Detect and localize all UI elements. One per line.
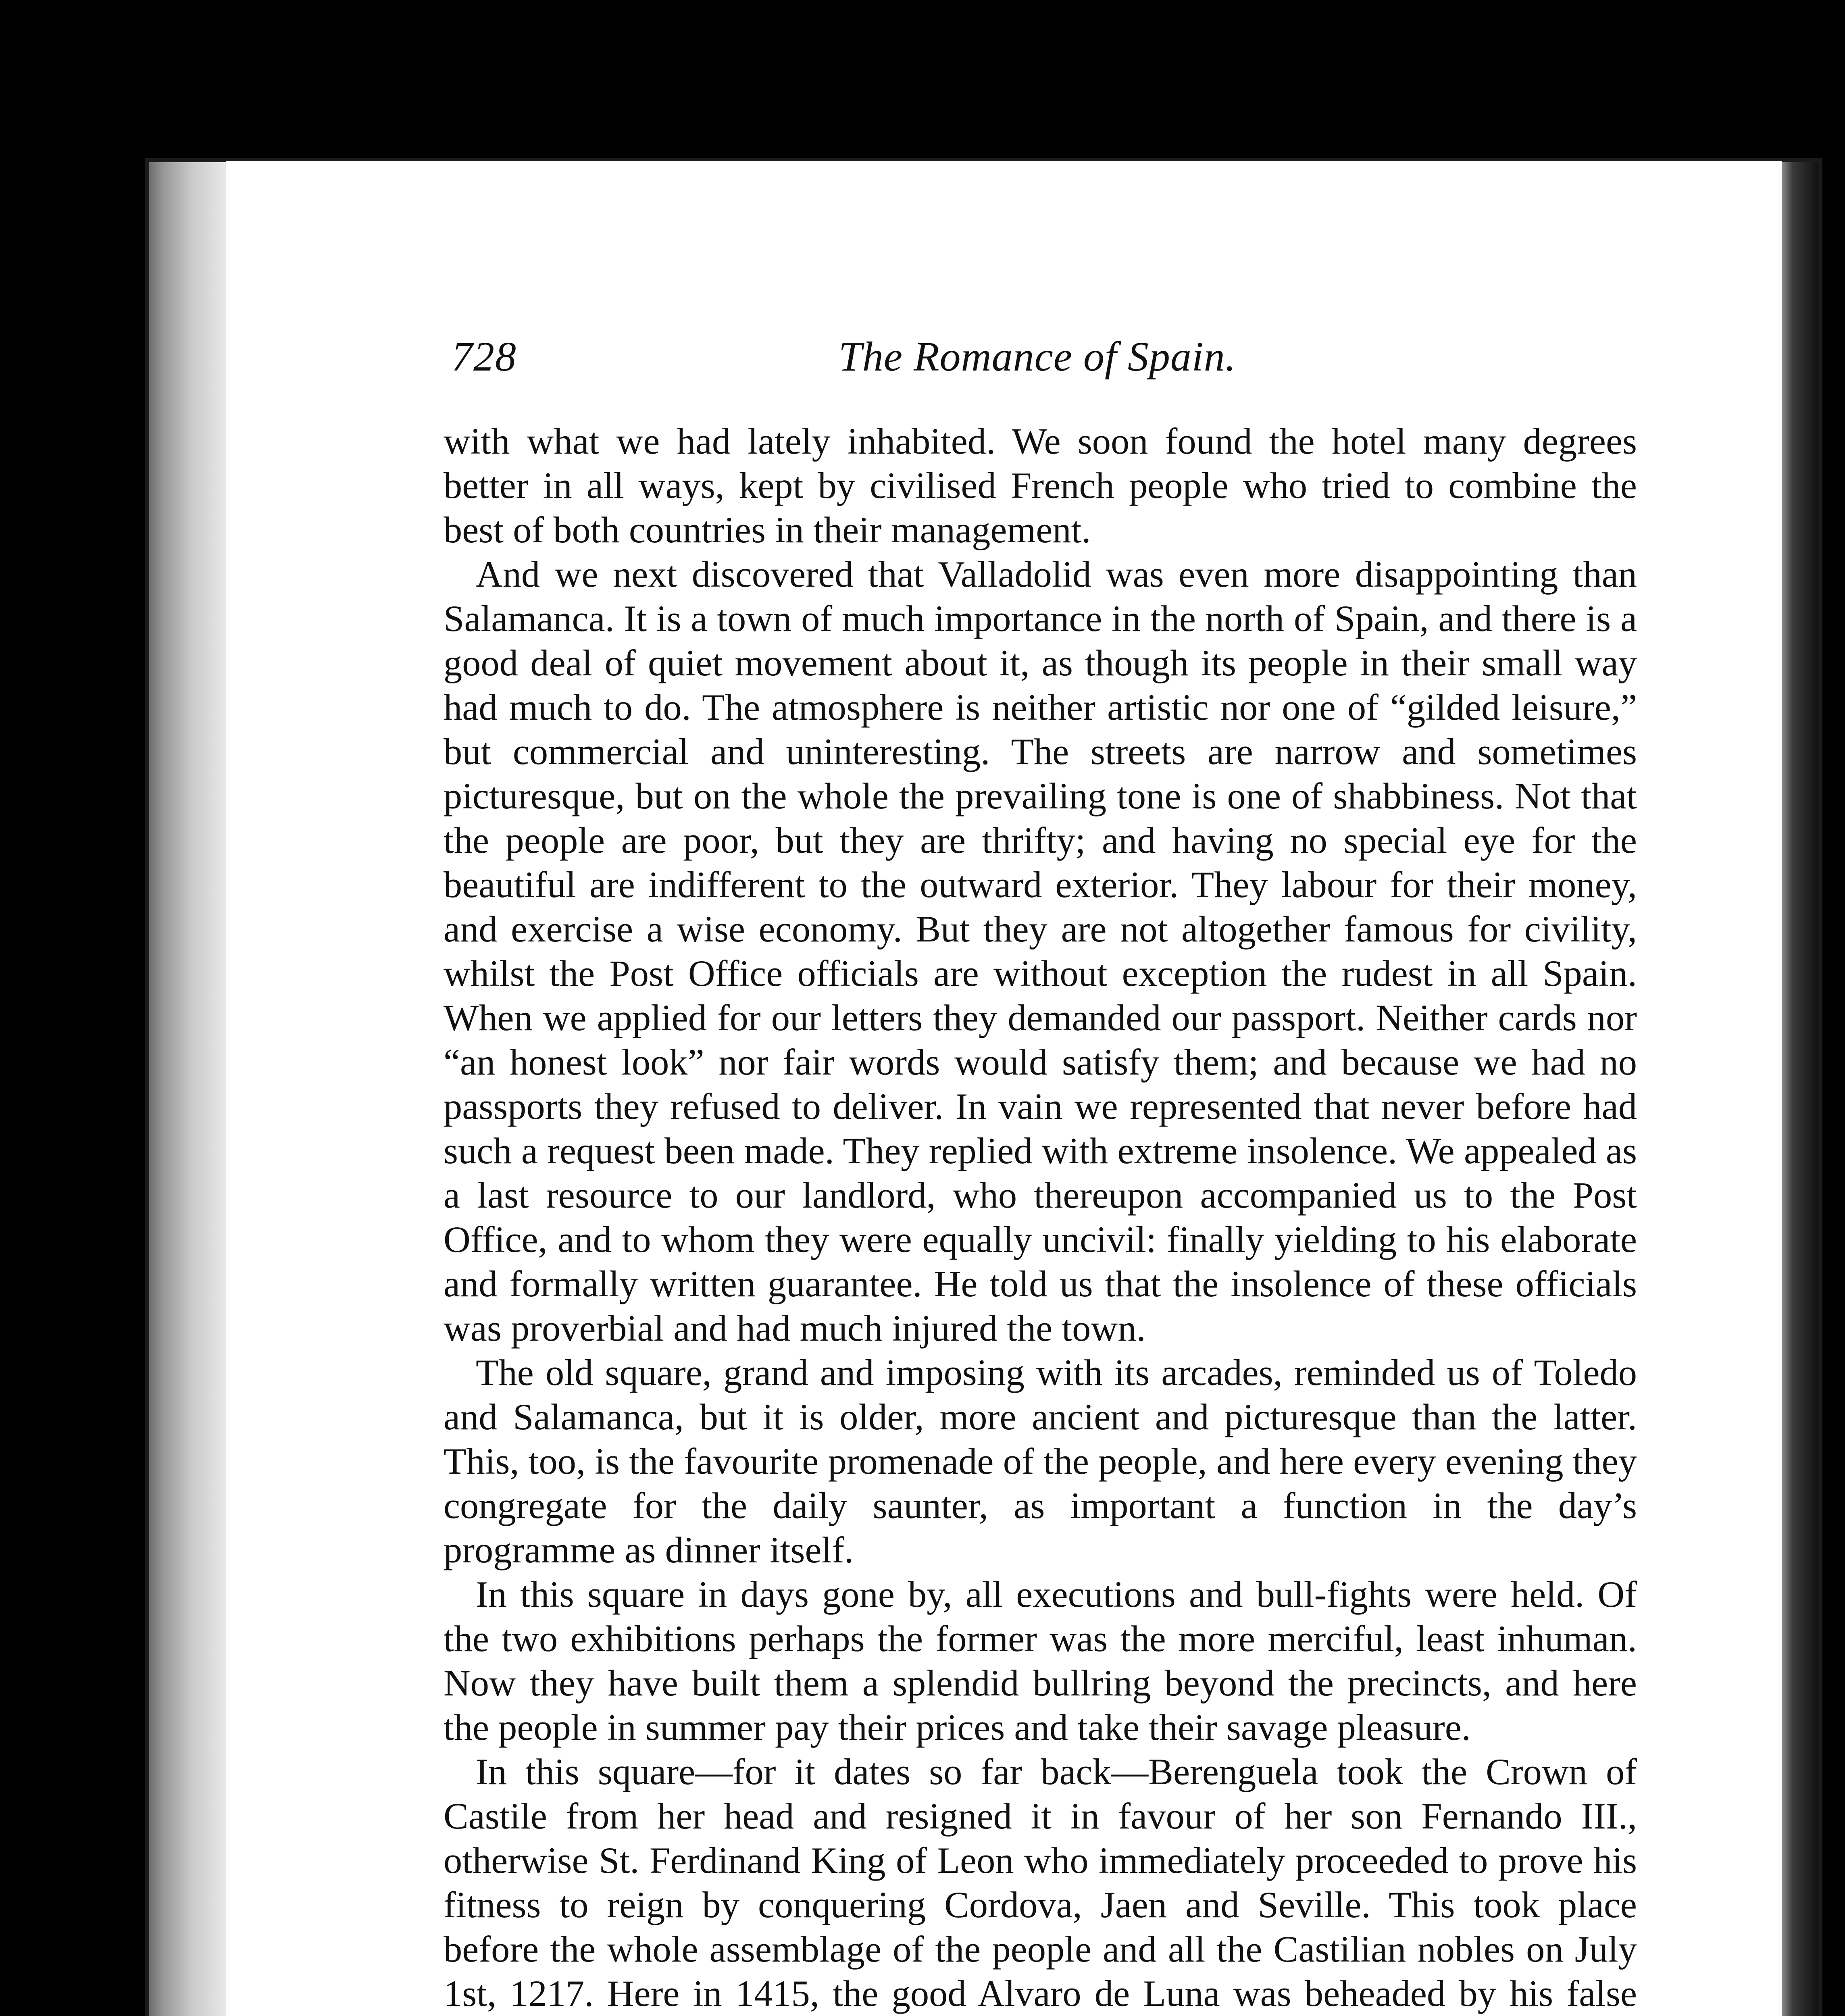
paragraph: The old square, grand and imposing with its arcades, reminded us of Toledo and Salamanca, but it is older, more ancient and picturesque than the latter. This, too, is the favourite promenade of the people, and here every evening they congregate for the daily saunter, as important a function in the day’s programme as dinner itself. [444, 1352, 1637, 1571]
book-title: The Romance of Spain. [839, 333, 1236, 380]
paragraph: with what we had lately inhabited. We soon found the hotel many degrees better in all ways, kept by civilised French people who tried to combine the best of both countries in their management. [444, 421, 1637, 551]
page-number: 728 [452, 333, 517, 380]
paragraph: In this square—for it dates so far back—Berenguela took the Crown of Castile from her head and resigned it in favour of her son Fernando III., otherwise St. Ferdinand King of Leon who immediately proceeded to prove his fitness to reign by conquering Cordova, Jaen and Seville. This took place before the whole assemblage of the people and all the Castilian nobles on July 1st, 1217. Here in 1415, the good Alvaro de Luna was beheaded by his false [444, 1752, 1637, 2014]
paragraph: And we next discovered that Valladolid was even more disappointing than Salamanca. It is a town of much importance in the north of Spain, and there is a good deal of quiet movement about it, as though its people in their small way had much to do. The atmosphere is neither artistic nor one of “gilded leisure,” but commercial and uninteresting. The streets are narrow and sometimes picturesque, but on the whole the prevailing tone is one of shabbiness. Not that the people are poor, but they are thrifty; and having no special eye for the beautiful are indifferent to the outward exterior. They labour for their money, and exercise a wise economy. But they are not altogether famous for civility, whilst the Post Office officials are without exception the rudest in all Spain. When we applied for our letters they demanded our passport. Neither cards nor “an honest look” nor fair words would satisfy them; and because we had no passports they refused to deliver. In vain we represented that never before had such a request been made. They replied with extreme insolence. We appealed as a last resource to our landlord, who thereupon accompanied us to the Post Office, and to whom they were equally uncivil: finally yielding to his elaborate and formally written guarantee. He told us that the insolence of these officials was proverbial and had much injured the town. [444, 554, 1637, 1349]
paragraph: In this square in days gone by, all executions and bull-fights were held. Of the two exhibitions perhaps the former was the more merciful, least inhuman. Now they have built them a splendid bullring beyond the precincts, and here the people in summer pay their prices and take their savage pleasure. [444, 1574, 1637, 1748]
binding-gutter-shadow [149, 162, 226, 2016]
running-head [452, 331, 1637, 383]
body-text [444, 419, 1637, 2016]
